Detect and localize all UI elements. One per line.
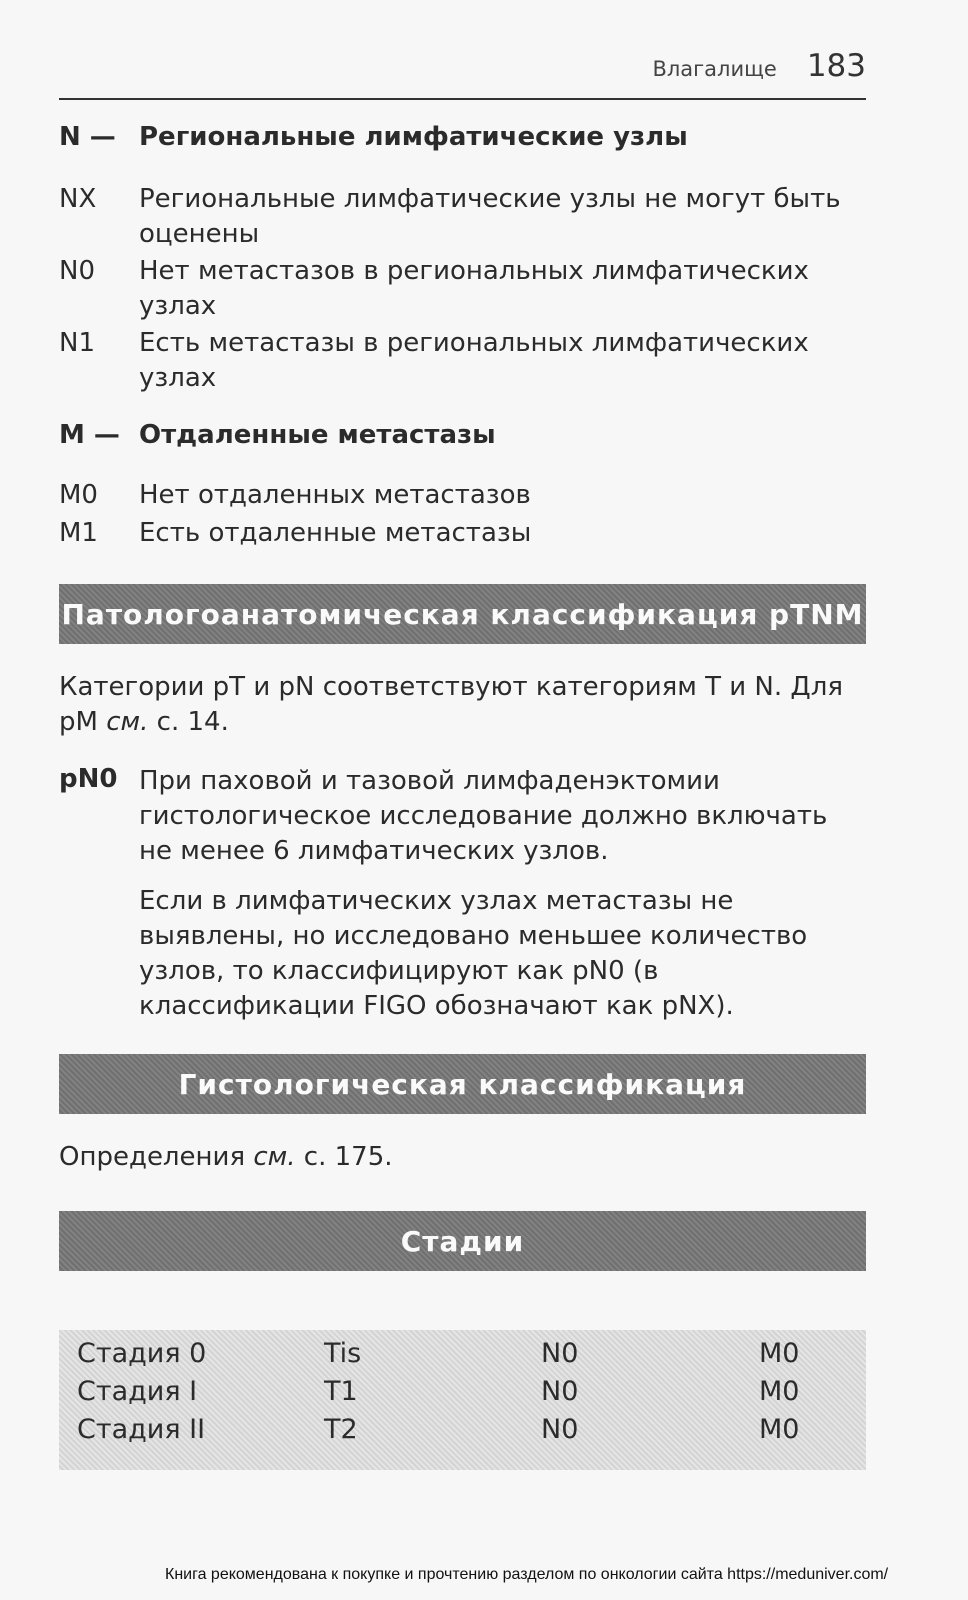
stage-cell: Стадия I [77, 1376, 198, 1407]
histology-heading-band: Гистологическая классификация [59, 1054, 866, 1114]
ptnm-intro-ref: см. [106, 707, 149, 737]
n-section-code: N — [59, 122, 116, 152]
n-item-code: N1 [59, 328, 95, 358]
ptnm-intro [59, 670, 866, 740]
m-section-code: M — [59, 420, 120, 450]
n-item-text: Есть метастазы в региональных лимфатических узлах [139, 328, 809, 393]
stages-heading-band: Стадии [59, 1211, 866, 1271]
n-section-title: Региональные лимфатические узлы [139, 122, 688, 152]
n-section-heading [59, 122, 688, 152]
histology-ref: см. [253, 1142, 296, 1172]
table-row [59, 1338, 866, 1376]
n-item-n0 [59, 254, 866, 324]
histology-page: с. 175. [295, 1142, 393, 1172]
n-item-code: N0 [59, 256, 95, 286]
running-header-title: Влагалище [652, 57, 777, 81]
pn0-paragraph-1: При паховой и тазовой лимфаденэктомии гистологическое исследование должно включать не менее 6 лимфатических узлов. [139, 766, 828, 866]
stages-table [59, 1330, 866, 1470]
histology-text [59, 1140, 866, 1175]
m-item-code: M1 [59, 518, 98, 548]
m-item-text: Нет отдаленных метастазов [139, 480, 531, 510]
header-rule [59, 98, 866, 100]
n-cell: N0 [541, 1376, 579, 1407]
n-cell: N0 [541, 1338, 579, 1369]
n-item-n1 [59, 326, 866, 396]
m-cell: M0 [759, 1414, 800, 1445]
page-number: 183 [806, 48, 866, 84]
n-item-text: Региональные лимфатические узлы не могут быть оценены [139, 184, 841, 249]
t-cell: T1 [324, 1376, 358, 1407]
table-row [59, 1376, 866, 1414]
m-cell: M0 [759, 1338, 800, 1369]
m-section-title: Отдаленные метастазы [139, 420, 496, 450]
m-item-m0 [59, 478, 866, 513]
m-section-heading [59, 420, 496, 450]
m-item-m1 [59, 516, 866, 551]
n-item-code: NX [59, 184, 97, 214]
histology-text-a: Определения [59, 1142, 254, 1172]
ptnm-heading-band: Патологоанатомическая классификация pTNM [59, 584, 866, 644]
ptnm-intro-page: с. 14. [148, 707, 229, 737]
n-item-nx [59, 182, 866, 252]
m-item-code: M0 [59, 480, 98, 510]
t-cell: Tis [324, 1338, 362, 1369]
running-header [652, 48, 866, 84]
ptnm-intro-text: Категории pT и pN соответствуют категориям T и N. Для pM [59, 672, 843, 737]
m-item-text: Есть отдаленные метастазы [139, 518, 532, 548]
pn0-paragraph-2: Если в лимфатических узлах метастазы не выявлены, но исследовано меньшее количество узлов, то классифицируют как pN0 (в классификации FIGO обозначают как pNX). [139, 886, 808, 1021]
footer-note: Книга рекомендована к покупке и прочтению разделом по онкологии сайта https://meduniver.com/ [165, 1566, 889, 1583]
n-cell: N0 [541, 1414, 579, 1445]
m-cell: M0 [759, 1376, 800, 1407]
n-item-text: Нет метастазов в региональных лимфатических узлах [139, 256, 809, 321]
t-cell: T2 [324, 1414, 358, 1445]
table-row [59, 1414, 866, 1452]
stage-cell: Стадия 0 [77, 1338, 207, 1369]
stage-cell: Стадия II [77, 1414, 206, 1445]
pn0-code: pN0 [59, 764, 118, 794]
